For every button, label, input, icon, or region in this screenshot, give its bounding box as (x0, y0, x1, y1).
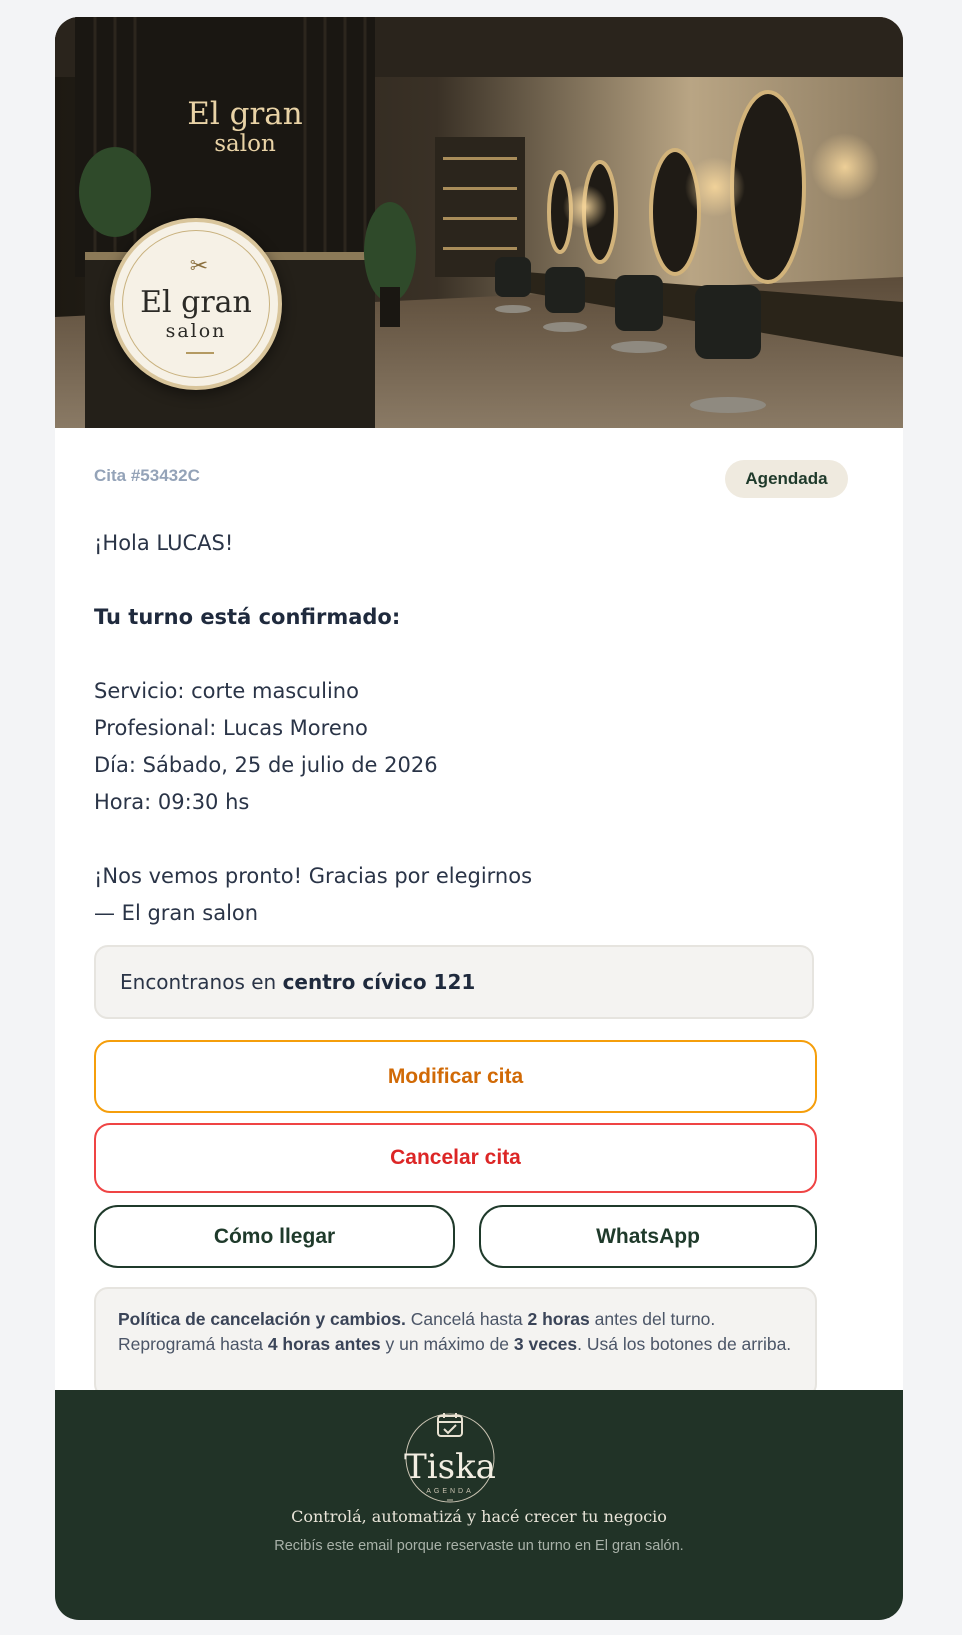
tiska-logo (395, 1408, 505, 1508)
salon-logo (110, 218, 282, 390)
scissors-icon: ✂ (189, 253, 209, 278)
farewell-line: ¡Nos vemos pronto! Gracias por elegirnos (94, 864, 533, 888)
policy-cancel-limit: 2 horas (527, 1309, 590, 1329)
policy-text: y un máximo de (380, 1333, 514, 1354)
day-line: Día: Sábado, 25 de julio de 2026 (94, 753, 438, 777)
directions-button[interactable]: Cómo llegar (94, 1205, 455, 1268)
address-location: centro cívico 121 (282, 970, 476, 994)
policy-text: Cancelá hasta (405, 1309, 528, 1329)
address-box (94, 945, 814, 1019)
appointment-id: Cita #53432C (94, 466, 200, 485)
whatsapp-button[interactable]: WhatsApp (479, 1205, 817, 1268)
salon-hero-image (55, 17, 903, 428)
time-line: Hora: 09:30 hs (94, 790, 250, 814)
policy-max-changes: 3 veces (513, 1333, 578, 1354)
status-badge: Agendada (725, 460, 848, 498)
policy-reschedule-limit: 4 horas antes (267, 1333, 381, 1354)
salon-wall-sign (175, 97, 315, 157)
professional-line: Profesional: Lucas Moreno (94, 716, 368, 740)
signature-line: — El gran salon (94, 901, 259, 925)
footer-fineprint: Recibís este email porque reservaste un turno en El gran salón. (274, 1538, 684, 1554)
policy-text: . Usá los botones de arriba. (577, 1333, 792, 1354)
logo-line1: El gran (140, 285, 252, 320)
tiska-wordmark: Tiska (404, 1447, 496, 1487)
logo-line2: salon (165, 320, 227, 342)
cancel-appointment-button[interactable]: Cancelar cita (94, 1123, 817, 1193)
confirmation-heading: Tu turno está confirmado: (94, 605, 401, 629)
policy-title: Política de cancelación y cambios. (118, 1309, 406, 1329)
footer (55, 1390, 903, 1620)
logo-divider (186, 352, 214, 354)
wall-sign-line1: El gran (187, 96, 303, 132)
footer-tagline: Controlá, automatizá y hacé crecer tu negocio (291, 1507, 667, 1526)
cancellation-policy (94, 1287, 817, 1398)
greeting: ¡Hola LUCAS! (94, 531, 234, 555)
modify-appointment-button[interactable]: Modificar cita (94, 1040, 817, 1113)
service-line: Servicio: corte masculino (94, 679, 359, 703)
policy-text: antes del turno. Reprogramá hasta (118, 1309, 716, 1354)
email-card (55, 17, 903, 1620)
tiska-subtitle: AGENDA (426, 1488, 474, 1495)
wall-sign-line2: salon (214, 131, 276, 157)
confirmation-message (94, 525, 834, 932)
address-prefix: Encontranos en (120, 970, 283, 994)
